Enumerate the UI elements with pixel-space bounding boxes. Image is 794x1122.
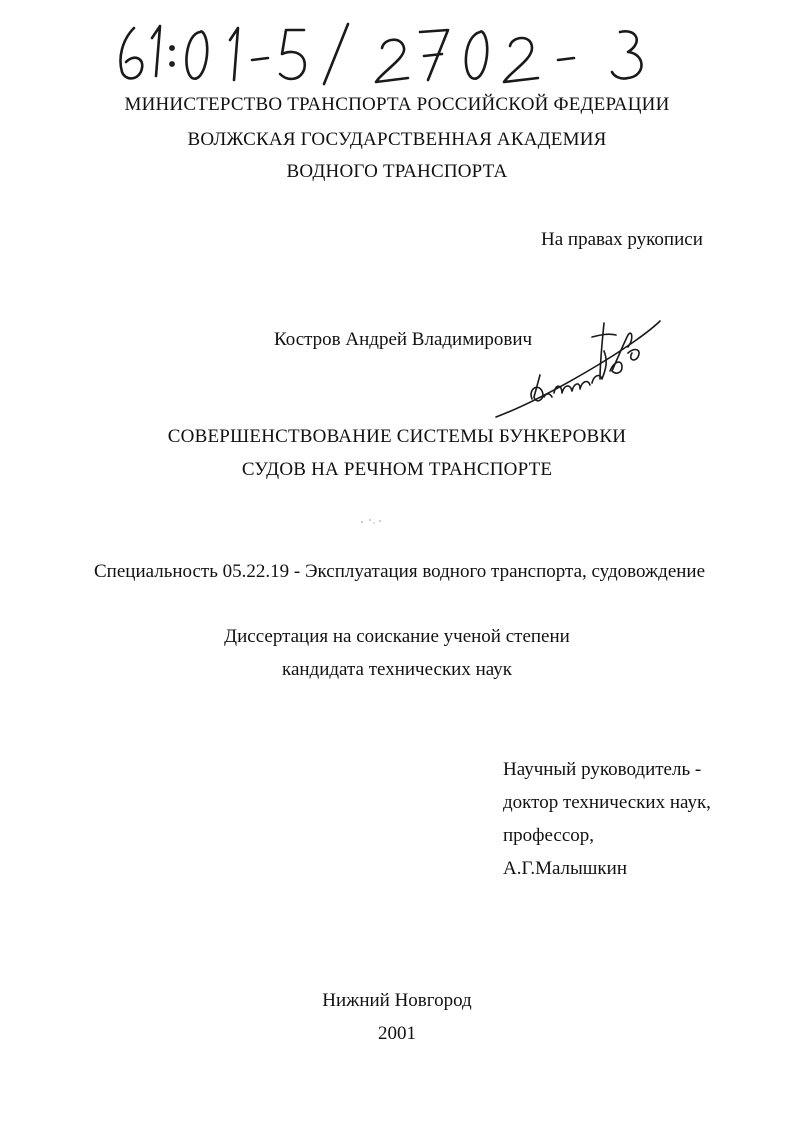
supervisor-name: А.Г.Малышкин [503, 858, 628, 879]
supervisor-degree: доктор технических наук, [503, 792, 711, 813]
ministry-name: МИНИСТЕРСТВО ТРАНСПОРТА РОССИЙСКОЙ ФЕДЕРАЦИИ [124, 94, 670, 115]
supervisor-role: Научный руководитель - [503, 759, 702, 780]
author-signature [488, 313, 668, 423]
manuscript-rights-note: На правах рукописи [541, 229, 703, 250]
dissertation-title-line2: СУДОВ НА РЕЧНОМ ТРАНСПОРТЕ [241, 459, 553, 480]
handwritten-archive-number [112, 18, 672, 88]
scan-speck [358, 516, 388, 526]
year: 2001 [378, 1023, 416, 1044]
academy-name-line1: ВОЛЖСКАЯ ГОСУДАРСТВЕННАЯ АКАДЕМИЯ [187, 129, 607, 150]
dissertation-title-line1: СОВЕРШЕНСТВОВАНИЕ СИСТЕМЫ БУНКЕРОВКИ [167, 426, 627, 447]
specialty: Специальность 05.22.19 - Эксплуатация водного транспорта, судовождение [94, 561, 706, 582]
supervisor-title: профессор, [503, 825, 595, 846]
archive-number-text: 61:01-5/2702-3 [112, 18, 119, 19]
degree-line1: Диссертация на соискание ученой степени [224, 626, 570, 647]
degree-line2: кандидата технических наук [282, 659, 512, 680]
academy-name-line2: ВОДНОГО ТРАНСПОРТА [286, 161, 508, 182]
author-name: Костров Андрей Владимирович [274, 329, 533, 350]
city: Нижний Новгород [322, 990, 472, 1011]
